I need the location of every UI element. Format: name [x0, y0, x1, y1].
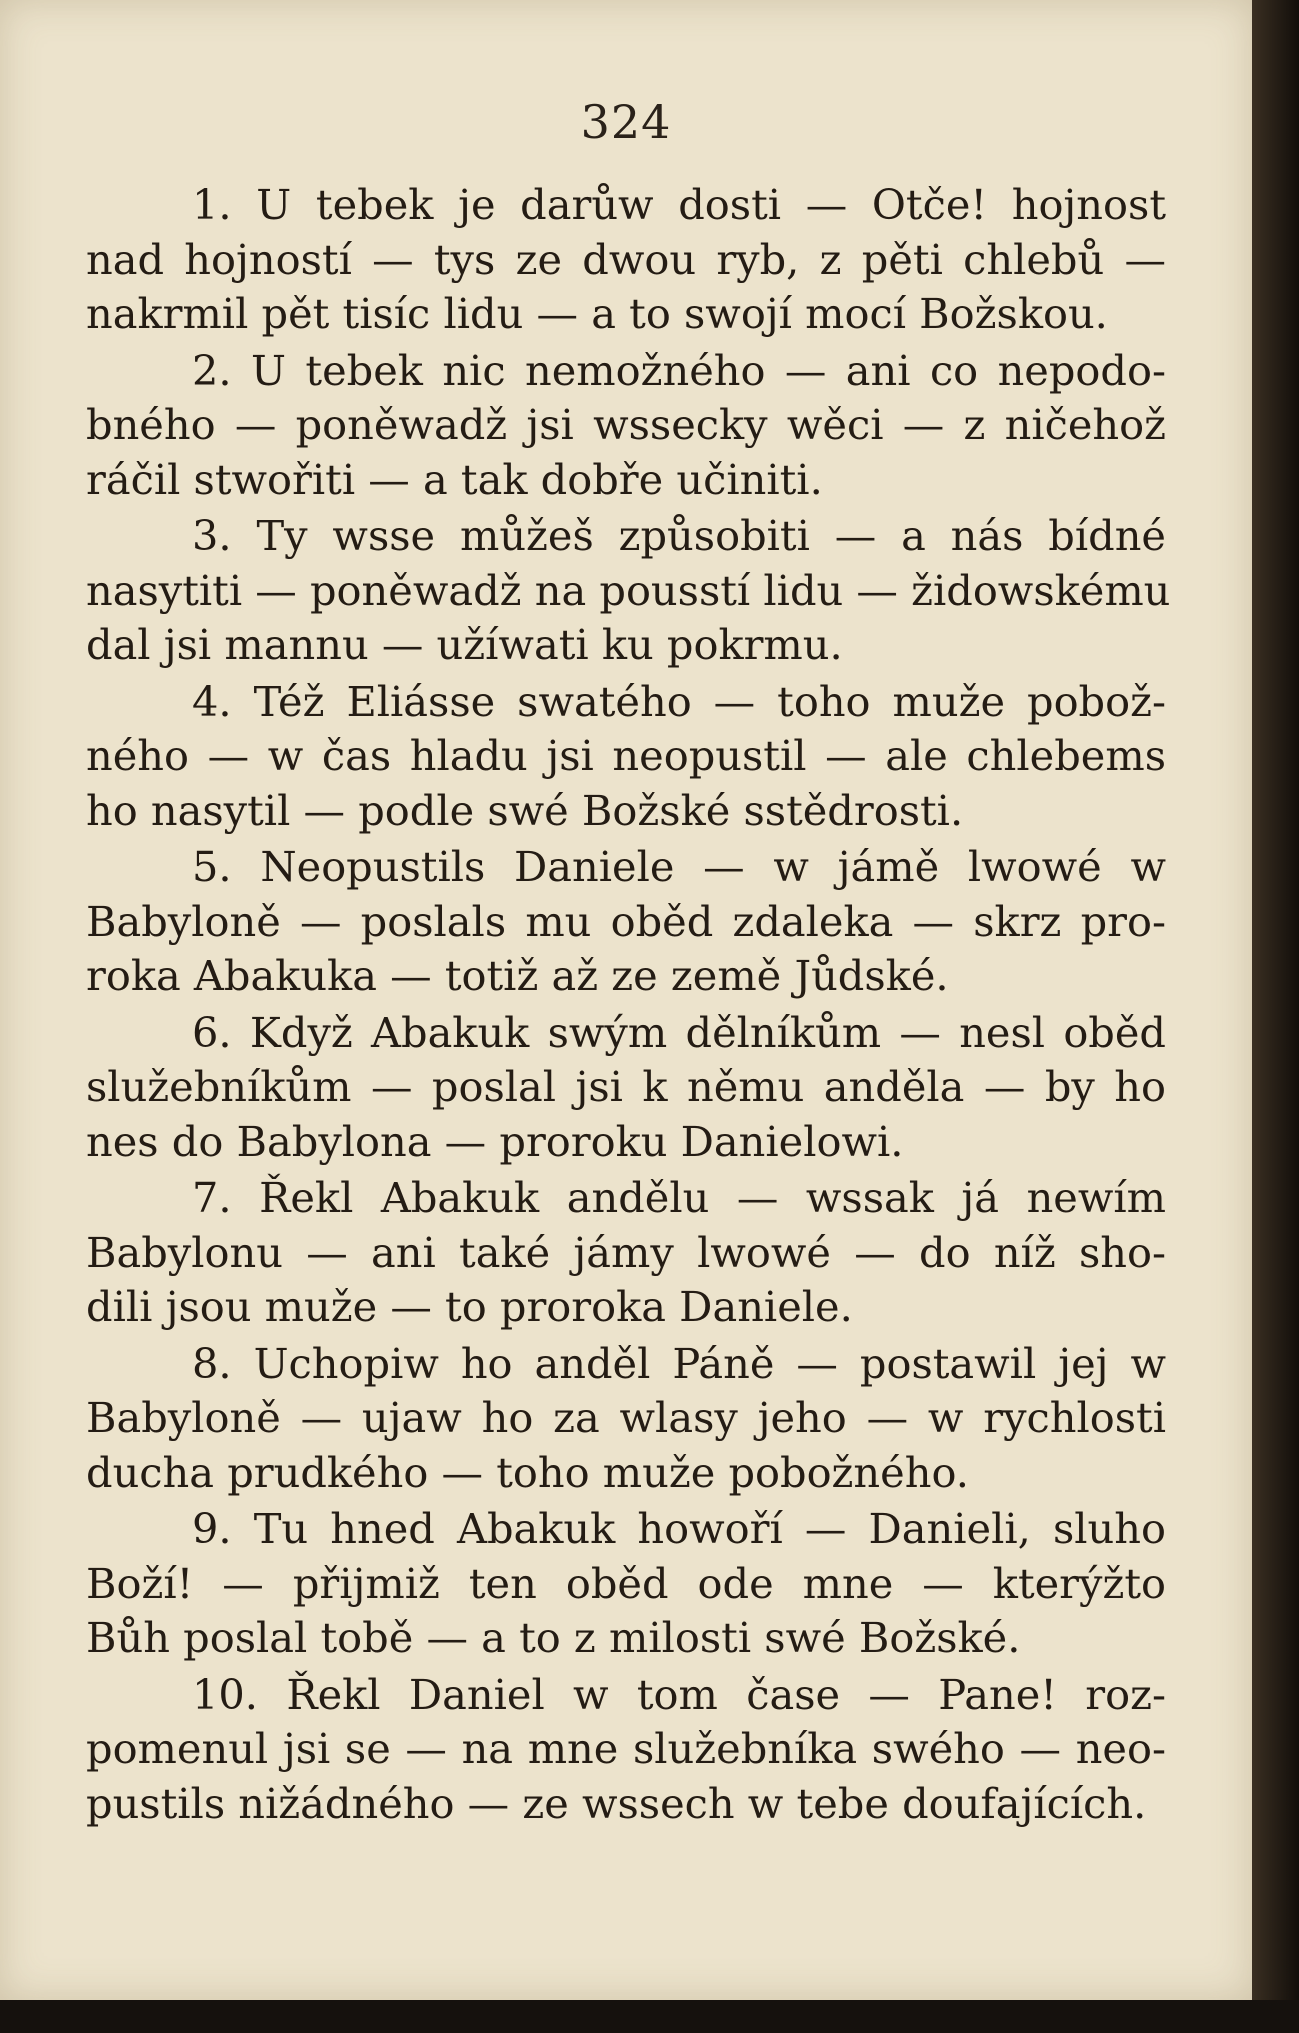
stanza-line: nasytiti — poněwadž na pousstí lidu — židowskému	[86, 565, 1171, 615]
stanza-line: 4. Též Eliásse swatého — toho muže pobož-	[192, 676, 1166, 726]
stanza-line: pustils nižádného — ze wssech w tebe doufajících.	[86, 1778, 1147, 1828]
stanza-8	[86, 1337, 1166, 1501]
stanza-line: Babyloně — ujaw ho za wlasy jeho — w rychlosti	[86, 1393, 1166, 1442]
hymn-text	[86, 178, 1171, 1833]
stanza-line: 8. Uchopiw ho anděl Páně — postawil jej w	[192, 1338, 1166, 1388]
stanza-2	[86, 344, 1166, 508]
stanza-line: bného — poněwadž jsi wssecky wěci — z ničehož	[86, 400, 1166, 449]
stanza-line: 10. Řekl Daniel w tom čase — Pane! roz-	[192, 1669, 1166, 1719]
stanza-line: nes do Babylona — proroku Danielowi.	[86, 1116, 904, 1166]
stanza-4	[86, 675, 1166, 839]
page-edge-shadow	[0, 2000, 1299, 2033]
stanza-line: dal jsi mannu — užíwati ku pokrmu.	[86, 620, 843, 669]
stanza-9	[86, 1502, 1166, 1666]
stanza-line: služebníkům — poslal jsi k němu anděla — by ho	[86, 1062, 1166, 1111]
stanza-10	[86, 1668, 1166, 1832]
stanza-line: Babyloně — poslals mu oběd zdaleka — skrz pro-	[86, 896, 1166, 946]
stanza-line: ráčil stwořiti — a tak dobře učiniti.	[86, 454, 823, 504]
stanza-3	[86, 509, 1171, 673]
stanza-line: 1. U tebek je darůw dosti — Otče! hojnost	[192, 180, 1166, 229]
book-spine	[1252, 0, 1299, 2033]
stanza-line: ducha prudkého — toho muže pobožného.	[86, 1447, 969, 1497]
stanza-line: 3. Ty wsse můžeš způsobiti — a nás bídné	[192, 511, 1166, 560]
page-number: 324	[580, 95, 672, 149]
stanza-line: ného — w čas hladu jsi neopustil — ale chlebems	[86, 731, 1166, 780]
stanza-5	[86, 840, 1166, 1004]
stanza-line: Boží! — přijmiž ten oběd ode mne — kterýžto	[86, 1558, 1166, 1608]
stanza-line: 9. Tu hned Abakuk howoří — Danieli, sluho	[192, 1504, 1166, 1553]
stanza-line: 6. Když Abakuk swým dělníkům — nesl oběd	[192, 1007, 1166, 1057]
stanza-1	[86, 178, 1166, 342]
stanza-line: 7. Řekl Abakuk andělu — wssak já newím	[192, 1173, 1166, 1222]
stanza-line: nakrmil pět tisíc lidu — a to swojí mocí Božskou.	[86, 289, 1108, 338]
stanza-line: pomenul jsi se — na mne služebníka swého — neo-	[86, 1724, 1166, 1773]
stanza-line: 5. Neopustils Daniele — w jámě lwowé w	[192, 842, 1166, 891]
stanza-line: nad hojností — tys ze dwou ryb, z pěti chlebů —	[86, 234, 1166, 284]
stanza-7	[86, 1171, 1166, 1335]
stanza-6	[86, 1006, 1166, 1170]
stanza-line: ho nasytil — podle swé Božské sstědrosti.	[86, 785, 964, 835]
stanza-line: Babylonu — ani také jámy lwowé — do níž sho-	[86, 1227, 1166, 1277]
stanza-line: Bůh poslal tobě — a to z milosti swé Božské.	[86, 1613, 1021, 1662]
stanza-line: roka Abakuka — totiž až ze země Jůdské.	[86, 951, 949, 1000]
stanza-line: 2. U tebek nic nemožného — ani co nepodo-	[192, 345, 1166, 395]
stanza-line: dili jsou muže — to proroka Daniele.	[86, 1282, 853, 1331]
